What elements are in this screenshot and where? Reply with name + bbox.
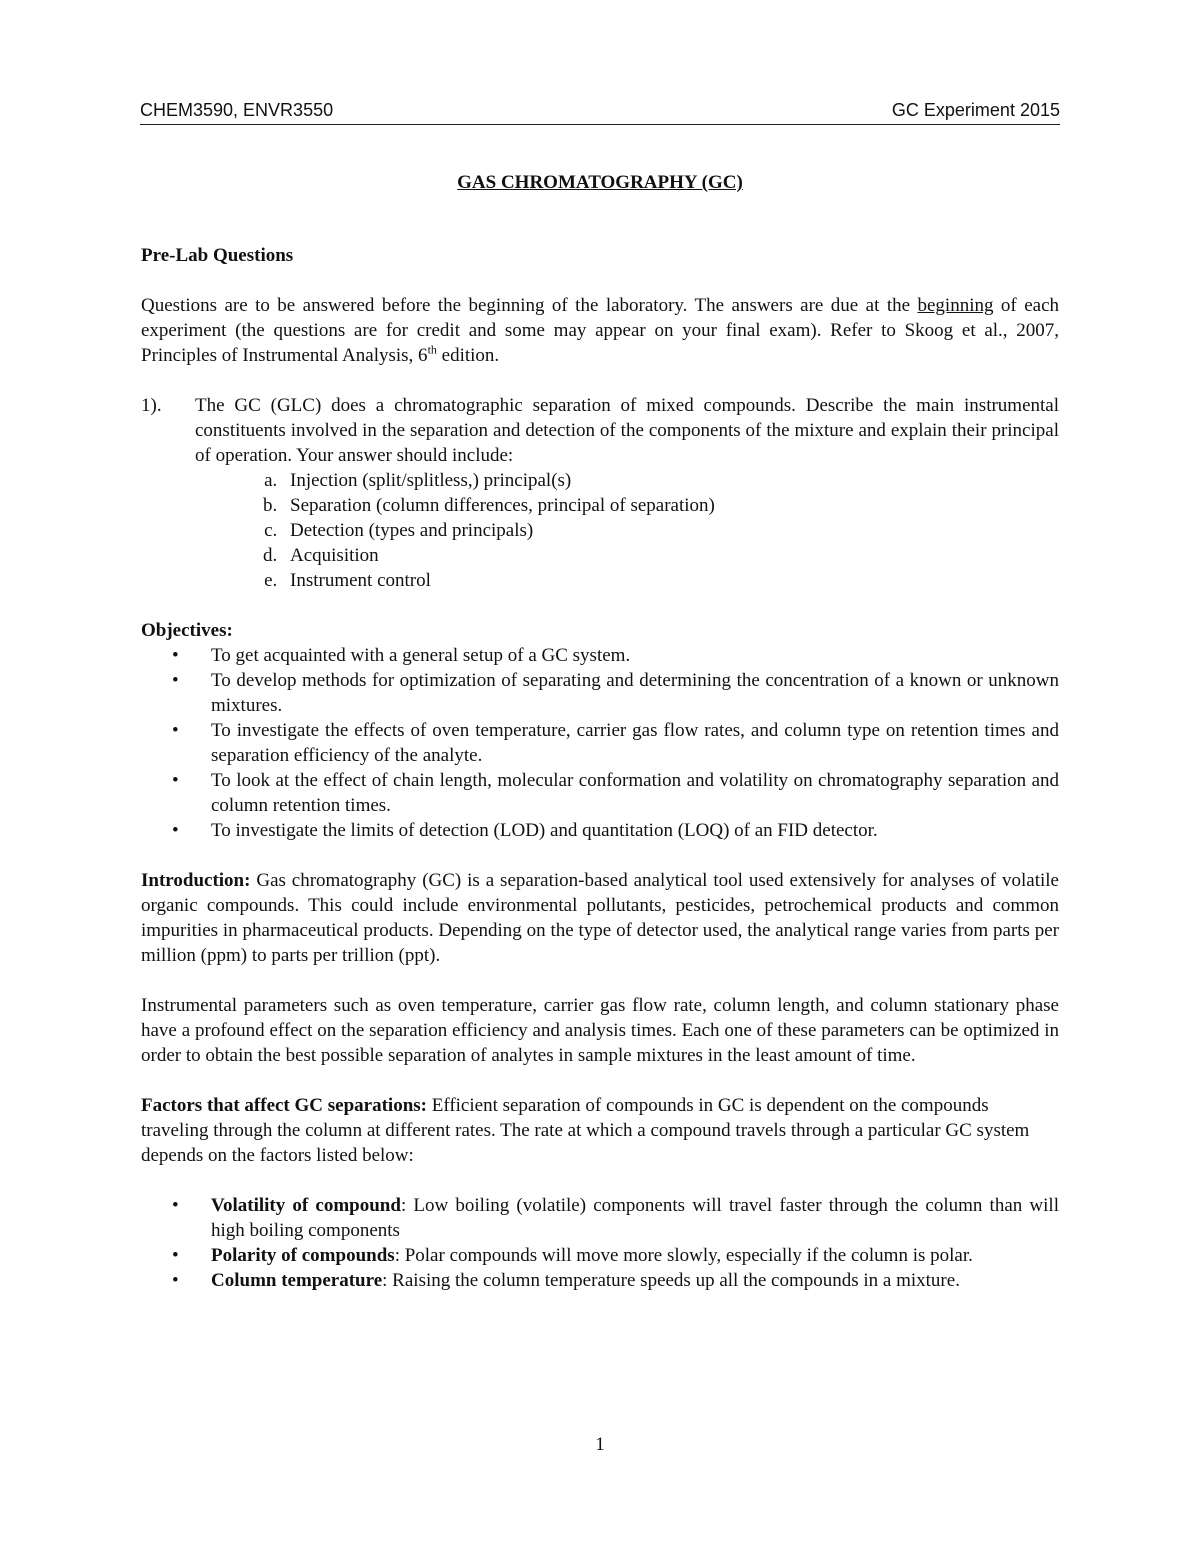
introduction-heading: Introduction:	[141, 870, 251, 891]
factors-list	[141, 1193, 1059, 1293]
list-item: • Polarity of compounds: Polar compounds will move more slowly, especially if the column is polar.	[141, 1243, 1059, 1268]
list-item: • To get acquainted with a general setup of a GC system.	[141, 643, 1059, 668]
experiment-label: GC Experiment 2015	[891, 100, 1060, 120]
list-item: • To develop methods for optimization of separating and determining the concentration of a known or unknown mixtures.	[141, 668, 1059, 718]
question-number: 1).	[141, 395, 162, 416]
question-1-subitems	[282, 468, 1059, 593]
factors-heading: Factors that affect GC separations:	[141, 1095, 427, 1116]
list-item: • To investigate the effects of oven temperature, carrier gas flow rates, and column type on retention times and separation efficiency of the analyte.	[141, 718, 1059, 768]
prelab-intro: Questions are to be answered before the beginning of the laboratory. The answers are due at the beginning of each experiment (the questions are for credit and some may appear on your final exam). Refer to Skoog et al., 2007, Principles of Instrumental Analysis, 6th edition.	[141, 295, 1059, 366]
list-item: c. Detection (types and principals)	[282, 518, 1059, 543]
question-text: The GC (GLC) does a chromatographic separation of mixed compounds. Describe the main instrumental constituents involved in the separation and detection of the components of the mixture and explain their principal of operation. Your answer should include:	[195, 395, 1059, 466]
page-header	[140, 98, 1060, 125]
list-item: • Volatility of compound: Low boiling (volatile) components will travel faster through the column than will high boiling components	[141, 1193, 1059, 1243]
page-title: GAS CHROMATOGRAPHY (GC)	[457, 172, 743, 193]
list-item: • To look at the effect of chain length, molecular conformation and volatility on chromatography separation and column retention times.	[141, 768, 1059, 818]
factors-paragraph: Factors that affect GC separations: Efficient separation of compounds in GC is dependent on the compounds traveling through the column at different rates. The rate at which a compound travels through a particular GC system depends on the factors listed below:	[141, 1095, 1030, 1166]
list-item: • To investigate the limits of detection (LOD) and quantitation (LOQ) of an FID detector.	[141, 818, 1059, 843]
list-item: e. Instrument control	[282, 568, 1059, 593]
course-codes: CHEM3590, ENVR3550	[140, 100, 334, 120]
objectives-heading: Objectives:	[141, 620, 233, 641]
question-1	[141, 393, 1059, 468]
prelab-heading: Pre-Lab Questions	[141, 245, 294, 266]
list-item: a. Injection (split/splitless,) principal(s)	[282, 468, 1059, 493]
parameters-paragraph: Instrumental parameters such as oven temperature, carrier gas flow rate, column length, and column stationary phase have a profound effect on the separation efficiency and analysis times. Each one of these parameters can be optimized in order to obtain the best possible separation of analytes in sample mixtures in the least amount of time.	[141, 995, 1059, 1066]
document-body	[141, 170, 1059, 1293]
list-item: d. Acquisition	[282, 543, 1059, 568]
introduction-paragraph: Introduction: Gas chromatography (GC) is a separation-based analytical tool used extensively for analyses of volatile organic compounds. This could include environmental pollutants, pesticides, petrochemical products and common impurities in pharmaceutical products. Depending on the type of detector used, the analytical range varies from parts per million (ppm) to parts per trillion (ppt).	[141, 870, 1059, 966]
list-item: b. Separation (column differences, principal of separation)	[282, 493, 1059, 518]
objectives-list	[141, 643, 1059, 843]
list-item: • Column temperature: Raising the column temperature speeds up all the compounds in a mixture.	[141, 1268, 1059, 1293]
page-number: 1	[595, 1434, 605, 1455]
